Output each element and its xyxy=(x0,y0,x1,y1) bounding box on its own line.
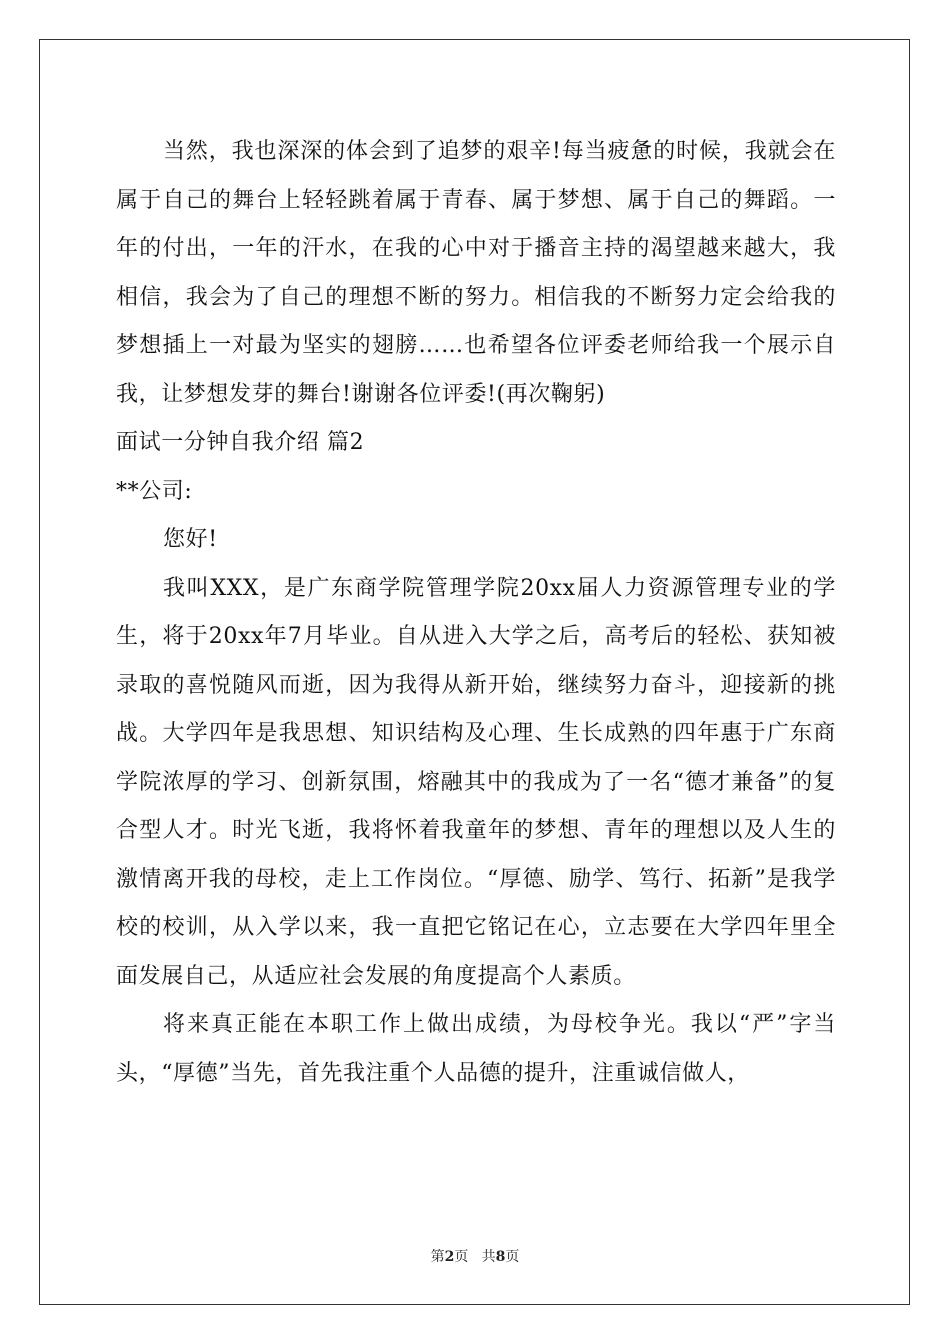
salutation-company: **公司: xyxy=(116,478,193,504)
footer-current-page: 2 xyxy=(444,1249,455,1265)
paragraph-3: 将来真正能在本职工作上做出成绩，为母校争光。我以“严”字当头，“厚德”当先，首先我注重个人品德的提升，注重诚信做人， xyxy=(116,1012,836,1086)
footer-total-pages: 8 xyxy=(495,1249,506,1265)
paragraph-2: 我叫XXX，是广东商学院管理学院20xx届人力资源管理专业的学生，将于20xx年7月毕业。自从进入大学之后，高考后的轻松、获知被录取的喜悦随风而逝，因为我得从新开始，继续努力奋斗，迎接新的挑战。大学四年是我思想、知识结构及心理、生长成熟的四年惠于广东商学院浓厚的学习、创新氛围，熔融其中的我成为了一名“德才兼备”的复合型人才。时光飞逝，我将怀着我童年的梦想、青年的理想以及人生的激情离开我的母校，走上工作岗位。“厚德、励学、笃行、拓新”是我学校的校训，从入学以来，我一直把它铭记在心，立志要在大学四年里全面发展自己，从适应社会发展的角度提高个人素质。 xyxy=(116,575,836,989)
footer-total-prefix: 共 xyxy=(481,1249,496,1265)
footer-prefix: 第 xyxy=(430,1249,445,1265)
paragraph-1: 当然，我也深深的体会到了追梦的艰辛!每当疲惫的时候，我就会在属于自己的舞台上轻轻跳着属于青春、属于梦想、属于自己的舞蹈。一年的付出，一年的汗水，在我的心中对于播音主持的渴望越来越大，我相信，我会为了自己的理想不断的努力。相信我的不断努力定会给我的梦想插上一对最为坚实的翅膀……也希望各位评委老师给我一个展示自我，让梦想发芽的舞台!谢谢各位评委!(再次鞠躬) xyxy=(116,139,836,407)
footer-total-unit: 页 xyxy=(505,1249,520,1265)
greeting: 您好! xyxy=(163,527,218,552)
footer-page-unit: 页 xyxy=(454,1249,469,1265)
document-body xyxy=(116,128,836,1098)
section-heading: 面试一分钟自我介绍 篇2 xyxy=(116,430,365,455)
page-footer xyxy=(0,1246,950,1266)
